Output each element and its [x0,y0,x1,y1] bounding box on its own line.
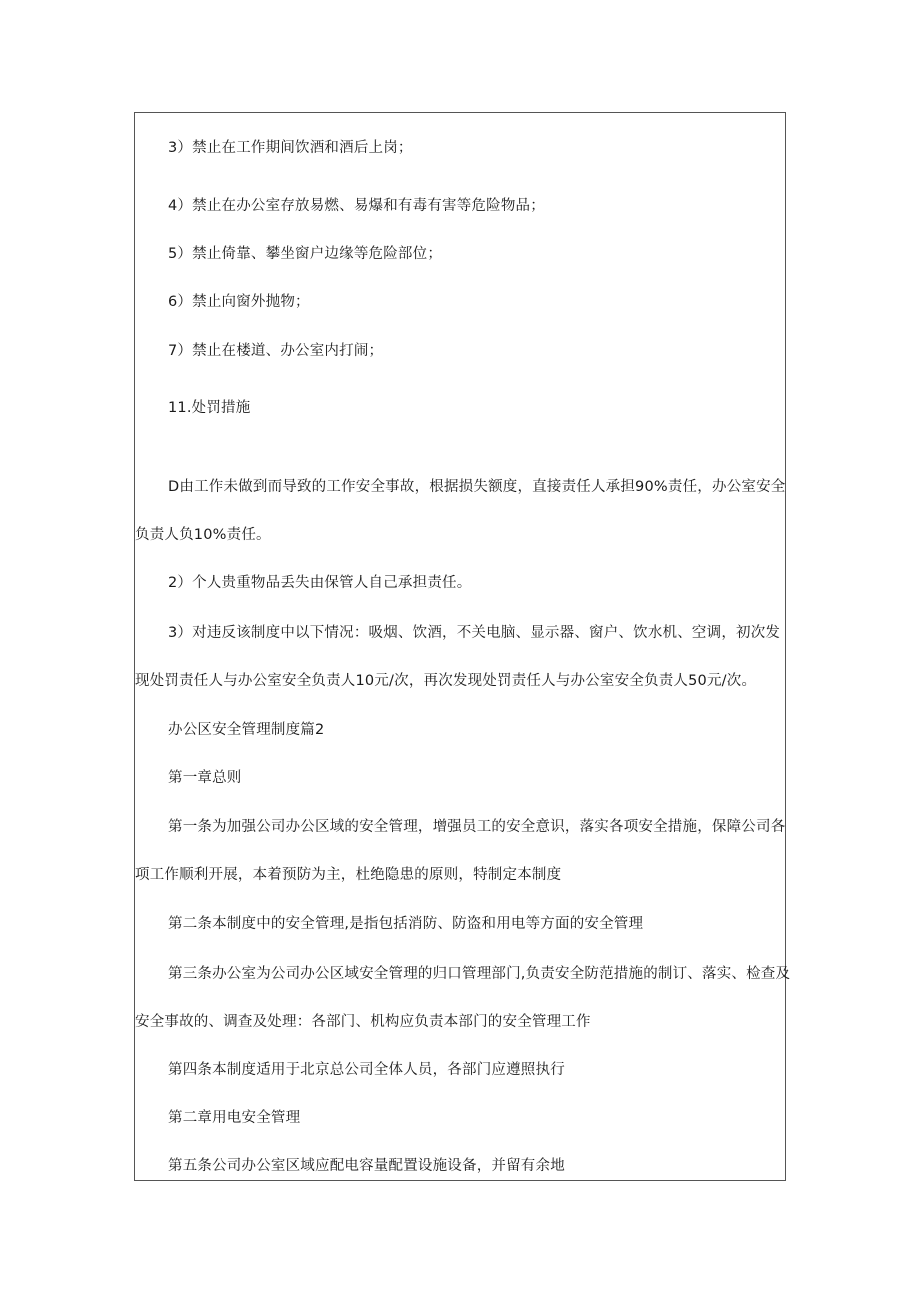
article-4: 第四条本制度适用于北京总公司全体人员，各部门应遵照执行 [168,1062,565,1078]
article-3b: 安全事故的、调查及处理：各部门、机构应负责本部门的安全管理工作 [135,1014,591,1030]
penalty-line-3b: 现处罚责任人与办公室安全负责人10元/次，再次发现处罚责任人与办公室安全负责人50元/次。 [135,673,757,689]
section-heading-penalties: 11.处罚措施 [168,400,251,416]
penalty-line-1a: D由工作未做到而导致的工作安全事故，根据损失额度，直接责任人承担90%责任，办公室安全 [168,479,786,495]
article-1b: 项工作顺利开展，本着预防为主，杜绝隐患的原则，特制定本制度 [135,867,562,883]
rule-line-6: 6）禁止向窗外抛物； [168,294,310,310]
chapter-heading-2: 第二章用电安全管理 [168,1110,301,1126]
rule-line-7: 7）禁止在楼道、办公室内打闹； [168,343,384,359]
penalty-line-1b: 负责人负10%责任。 [135,527,271,543]
article-3a: 第三条办公室为公司办公区域安全管理的归口管理部门,负责安全防范措施的制订、落实、检查及 [168,966,791,982]
article-2: 第二条本制度中的安全管理,是指包括消防、防盗和用电等方面的安全管理 [168,916,644,932]
part-heading: 办公区安全管理制度篇2 [168,722,325,738]
rule-line-3: 3）禁止在工作期间饮酒和酒后上岗； [168,140,413,156]
rule-line-4: 4）禁止在办公室存放易燃、易爆和有毒有害等危险物品； [168,198,545,214]
article-5: 第五条公司办公室区域应配电容量配置设施设备，并留有余地 [168,1158,565,1174]
penalty-line-2: 2）个人贵重物品丢失由保管人自己承担责任。 [168,575,472,591]
article-1a: 第一条为加强公司办公区域的安全管理，增强员工的安全意识，落实各项安全措施，保障公司各 [168,819,786,835]
penalty-line-3a: 3）对违反该制度中以下情况：吸烟、饮酒，不关电脑、显示器、窗户、饮水机、空调，初次发 [168,625,781,641]
document-frame [134,112,791,1181]
rule-line-5: 5）禁止倚靠、攀坐窗户边缘等危险部位； [168,246,443,262]
chapter-heading-1: 第一章总则 [168,770,242,786]
